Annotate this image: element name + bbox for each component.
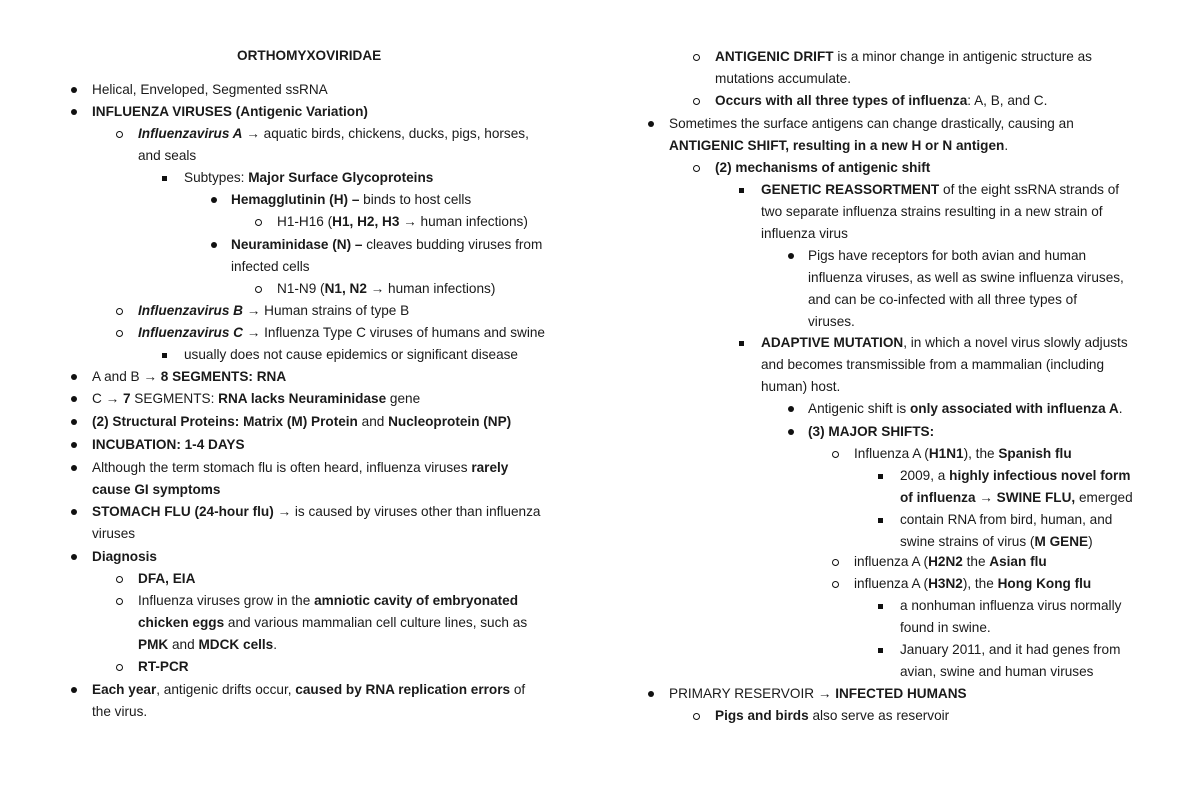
bullet-dot	[211, 236, 217, 254]
bullet-dot	[71, 413, 77, 431]
bullet-square	[878, 597, 883, 615]
list-item: STOMACH FLU (24-hour flu) → is caused by viruses other than influenza	[92, 504, 541, 519]
list-item-cont: and seals	[138, 148, 197, 163]
bullet-circle	[693, 92, 700, 110]
list-item-cont: cause GI symptoms	[92, 482, 221, 497]
list-item: H1-H16 (H1, H2, H3 → human infections)	[277, 214, 528, 229]
list-item: Influenzavirus A → aquatic birds, chickens, ducks, pigs, horses,	[138, 126, 529, 141]
bullet-square	[878, 467, 883, 485]
bullet-dot	[71, 368, 77, 386]
list-item: N1-N9 (N1, N2 → human infections)	[277, 281, 496, 296]
bullet-dot	[71, 503, 77, 521]
list-item: a nonhuman influenza virus normally	[900, 598, 1122, 613]
bullet-dot	[211, 191, 217, 209]
list-item: (3) MAJOR SHIFTS:	[808, 424, 935, 439]
bullet-dot	[788, 423, 794, 441]
list-item: Although the term stomach flu is often heard, influenza viruses rarely	[92, 460, 509, 475]
list-item: DFA, EIA	[138, 571, 196, 586]
list-item: Hemagglutinin (H) – binds to host cells	[231, 192, 472, 207]
list-item: Neuraminidase (N) – cleaves budding viruses from	[231, 237, 543, 252]
bullet-square	[878, 511, 883, 529]
list-item: (2) mechanisms of antigenic shift	[715, 160, 931, 175]
list-item-cont: mutations accumulate.	[715, 71, 852, 86]
bullet-circle	[116, 302, 123, 320]
list-item-cont: the virus.	[92, 704, 148, 719]
list-item-cont: two separate influenza strains resulting in a new strain of	[761, 204, 1103, 219]
list-item: Influenzavirus B → Human strains of type B	[138, 303, 410, 318]
bullet-circle	[832, 575, 839, 593]
bullet-dot	[71, 81, 77, 99]
list-item-cont: avian, swine and human viruses	[900, 664, 1094, 679]
bullet-dot	[71, 103, 77, 121]
list-item-cont: influenza virus	[761, 226, 848, 241]
bullet-circle	[693, 159, 700, 177]
list-item-cont: viruses.	[808, 314, 855, 329]
list-item: usually does not cause epidemics or significant disease	[184, 347, 518, 362]
list-item: January 2011, and it had genes from	[900, 642, 1121, 657]
bullet-square	[739, 334, 744, 352]
list-item: 2009, a highly infectious novel form	[900, 468, 1131, 483]
list-item: Occurs with all three types of influenza: A, B, and C.	[715, 93, 1048, 108]
bullet-circle	[116, 658, 123, 676]
bullet-dot	[71, 548, 77, 566]
list-item-cont: and can be co-infected with all three types of	[808, 292, 1078, 307]
list-item: Pigs and birds also serve as reservoir	[715, 708, 950, 723]
list-item: Influenzavirus C → Influenza Type C viruses of humans and swine	[138, 325, 545, 340]
page-title: ORTHOMYXOVIRIDAE	[237, 48, 382, 63]
bullet-square	[739, 181, 744, 199]
list-item: INCUBATION: 1-4 DAYS	[92, 437, 245, 452]
list-item: Influenza viruses grow in the amniotic cavity of embryonated	[138, 593, 519, 608]
list-item: Antigenic shift is only associated with influenza A.	[808, 401, 1123, 416]
bullet-dot	[71, 459, 77, 477]
bullet-dot	[788, 400, 794, 418]
list-item-cont: influenza viruses, as well as swine influenza viruses,	[808, 270, 1124, 285]
bullet-dot	[71, 681, 77, 699]
list-item-cont: PMK and MDCK cells.	[138, 637, 278, 652]
bullet-dot	[71, 436, 77, 454]
list-item: Influenza A (H1N1), the Spanish flu	[854, 446, 1072, 461]
list-item: ANTIGENIC DRIFT is a minor change in antigenic structure as	[715, 49, 1092, 64]
list-item: influenza A (H3N2), the Hong Kong flu	[854, 576, 1092, 591]
list-item-cont: infected cells	[231, 259, 310, 274]
list-item: Diagnosis	[92, 549, 157, 564]
list-item: Subtypes: Major Surface Glycoproteins	[184, 170, 434, 185]
bullet-dot	[71, 390, 77, 408]
list-item-cont: swine strains of virus (M GENE)	[900, 534, 1093, 549]
list-item: contain RNA from bird, human, and	[900, 512, 1113, 527]
bullet-circle	[832, 553, 839, 571]
bullet-square	[162, 169, 167, 187]
bullet-circle	[832, 445, 839, 463]
bullet-circle	[693, 707, 700, 725]
bullet-dot	[788, 247, 794, 265]
bullet-square	[162, 346, 167, 364]
list-item: RT-PCR	[138, 659, 189, 674]
bullet-dot	[648, 115, 654, 133]
bullet-circle	[116, 592, 123, 610]
list-item-cont: viruses	[92, 526, 136, 541]
list-item: A and B → 8 SEGMENTS: RNA	[92, 369, 287, 384]
list-item: GENETIC REASSORTMENT of the eight ssRNA strands of	[761, 182, 1120, 197]
bullet-circle	[693, 48, 700, 66]
bullet-circle	[116, 570, 123, 588]
list-item: Helical, Enveloped, Segmented ssRNA	[92, 82, 328, 97]
list-item-cont: human) host.	[761, 379, 841, 394]
bullet-circle	[116, 324, 123, 342]
list-item-cont: found in swine.	[900, 620, 991, 635]
list-item: Sometimes the surface antigens can change drastically, causing an	[669, 116, 1074, 131]
list-item: C → 7 SEGMENTS: RNA lacks Neuraminidase gene	[92, 391, 421, 406]
list-item-cont: of influenza → SWINE FLU, emerged	[900, 490, 1133, 505]
list-item: Pigs have receptors for both avian and human	[808, 248, 1087, 263]
list-item-cont: chicken eggs and various mammalian cell culture lines, such as	[138, 615, 528, 630]
bullet-circle	[255, 280, 262, 298]
list-item: ADAPTIVE MUTATION, in which a novel virus slowly adjusts	[761, 335, 1128, 350]
bullet-circle	[116, 125, 123, 143]
bullet-circle	[255, 213, 262, 231]
list-item-cont: ANTIGENIC SHIFT, resulting in a new H or N antigen.	[669, 138, 1009, 153]
list-item: Each year, antigenic drifts occur, caused by RNA replication errors of	[92, 682, 526, 697]
bullet-dot	[648, 685, 654, 703]
bullet-square	[878, 641, 883, 659]
list-item-cont: and becomes transmissible from a mammalian (including	[761, 357, 1105, 372]
list-item: (2) Structural Proteins: Matrix (M) Protein and Nucleoprotein (NP)	[92, 414, 512, 429]
list-item: INFLUENZA VIRUSES (Antigenic Variation)	[92, 104, 368, 119]
list-item: influenza A (H2N2 the Asian flu	[854, 554, 1047, 569]
list-item: PRIMARY RESERVOIR → INFECTED HUMANS	[669, 686, 967, 701]
